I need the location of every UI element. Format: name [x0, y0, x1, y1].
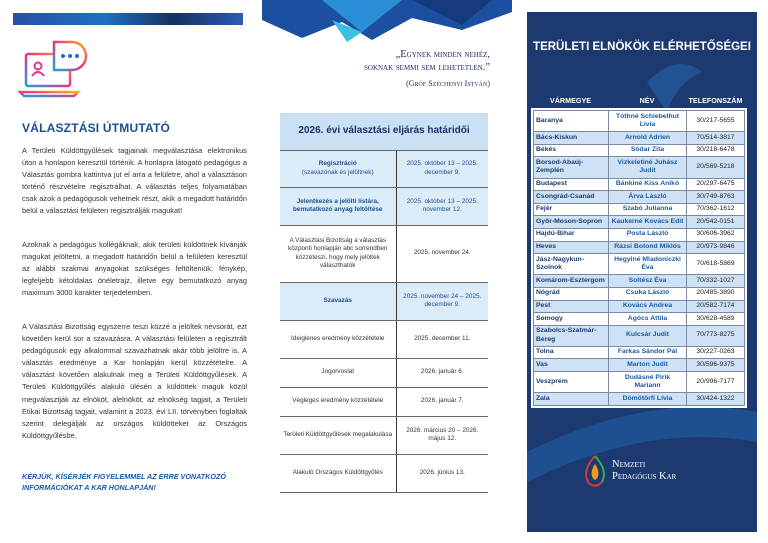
table-row: [280, 454, 488, 492]
name-cell: Soltész Éva: [609, 275, 687, 288]
event-label: A Választási Bizottság a választás központi honlapján abc sorrendben közzéteszi, hogy mely jelöltek választhatók: [288, 236, 388, 269]
quote: [364, 48, 490, 74]
column-header: NÉV: [639, 96, 655, 105]
call-to-action: KÉRJÜK, KÍSÉRJÉK FIGYELEMMEL AZ ERRE VONATKOZÓ INFORMÁCIÓKAT A KAR HONLAPJÁN!: [22, 472, 226, 492]
name-cell: Agócs Attila: [609, 313, 687, 326]
event-label: Alakuló Országos Küldöttgyűlés: [292, 468, 383, 476]
date-cell: 2026. június 13.: [396, 454, 488, 492]
county-cell: Budapest: [534, 178, 609, 191]
phone-cell: 20/542-0151: [687, 216, 745, 229]
name-cell: Sódar Zita: [609, 144, 687, 157]
event-label: Ideiglenes eredmény közzététele: [291, 334, 385, 342]
middle-panel: [262, 0, 512, 543]
phone-cell: 20/582-7174: [687, 300, 745, 313]
table-row: [534, 241, 745, 254]
table-row: [534, 111, 745, 132]
event-label: Regisztráció: [318, 160, 357, 168]
table-row: [534, 254, 745, 275]
name-cell: Kaukerné Kovács Edit: [609, 216, 687, 229]
table-row: [280, 320, 488, 358]
phone-cell: 20/297-6475: [687, 178, 745, 191]
name-cell: Dömötörfi Lívia: [609, 393, 687, 406]
table-row: [534, 300, 745, 313]
quote-author: (Gróf Széchenyi István): [406, 79, 490, 88]
table-header: [533, 96, 745, 105]
table-row: [534, 359, 745, 372]
phone-cell: 30/424-1322: [687, 393, 745, 406]
table-row: [534, 346, 745, 359]
phone-cell: 30/749-8763: [687, 191, 745, 204]
date-cell: 2025. november 24.: [396, 225, 488, 282]
date-cell: 2026. január 6.: [396, 358, 488, 387]
event-label: Szavazás: [323, 296, 352, 304]
table-row: [280, 225, 488, 282]
laptop-chat-icon: [18, 38, 90, 102]
table-row: [534, 313, 745, 326]
event-label: Végleges eredmény közzététele: [292, 397, 384, 405]
table-row: [280, 358, 488, 387]
name-cell: Szabó Julianna: [609, 203, 687, 216]
event-label: Jelentkezés a jelölti listára, bemutatkozó anyag feltöltése: [293, 197, 383, 213]
date-cell: 2025. október 13 – 2025. november 12.: [396, 187, 488, 225]
table-row: [280, 282, 488, 320]
table-row: [534, 228, 745, 241]
phone-cell: 30/628-4589: [687, 313, 745, 326]
name-cell: Hegyiné Mladoniczki Éva: [609, 254, 687, 275]
county-cell: Fejér: [534, 203, 609, 216]
event-label: Jogorvoslat: [321, 368, 355, 376]
phone-cell: 70/618-5869: [687, 254, 745, 275]
event-cell: [280, 416, 396, 454]
column-header: VÁRMEGYE: [549, 96, 592, 105]
county-cell: Győr-Moson-Sopron: [534, 216, 609, 229]
table-row: [534, 372, 745, 393]
county-cell: Szabolcs-Szatmár-Bereg: [534, 325, 609, 346]
table-row: [534, 216, 745, 229]
phone-cell: 70/362-1612: [687, 203, 745, 216]
phone-cell: 20/973-9846: [687, 241, 745, 254]
logo: [582, 454, 676, 488]
county-cell: Békés: [534, 144, 609, 157]
county-cell: Bács-Kiskun: [534, 132, 609, 145]
table-row: [534, 393, 745, 406]
deadlines-table: [280, 113, 488, 493]
table-row: [534, 275, 745, 288]
phone-cell: 30/217-5655: [687, 111, 745, 132]
paragraph: A Területi Küldöttgyűlések tagjainak megválasztása elektronikus úton a honlapon keresztül történik. A honlapra látogató pedagógus a Választás gombra kattintva jut el arra a felületre, ahol a választáson történő részvételre regisztrálhat. A választás teljes folyamatában csak azok a pedagógusok vehetnek részt, akik a megadott határidőn belül a választási felületen regisztrálják magukat!: [22, 146, 247, 216]
event-cell: [280, 150, 396, 187]
table-row: [534, 325, 745, 346]
county-cell: Pest: [534, 300, 609, 313]
logo-text: Pedagógus Kar: [612, 471, 677, 482]
name-cell: Bánkiné Kiss Anikó: [609, 178, 687, 191]
phone-cell: 20/569-5218: [687, 157, 745, 178]
name-cell: Posta László: [609, 228, 687, 241]
name-cell: Arnold Adrien: [609, 132, 687, 145]
contacts-title: TERÜLETI ELNÖKÖK ELÉRHETŐSÉGEI: [533, 41, 751, 53]
table-row: [280, 150, 488, 187]
phone-cell: 20/996-7177: [687, 372, 745, 393]
table-row: [534, 203, 745, 216]
table-row: [534, 132, 745, 145]
quote-line: soknak semmi sem lehetetlen.”: [364, 62, 490, 73]
table-row: [534, 287, 745, 300]
right-panel: [527, 12, 757, 532]
county-cell: Komárom-Esztergom: [534, 275, 609, 288]
event-cell: [280, 358, 396, 387]
event-label: Területi Küldöttgyűlések megalakulása: [283, 430, 393, 438]
paragraph: Azoknak a pedagógus kollégáknak, akik területi küldöttnek kívánják magukat jelöltetni, a megadott határidőn belül a felületen keresztül az alábbi szakmai anyagokat szükséges feltölteniük: fénykép, legfeljebb kétoldalas önéletrajz, illetve egy bemutatkozó anyag maximum 3000 karakter terjedelemben.: [22, 240, 247, 298]
county-cell: Vas: [534, 359, 609, 372]
left-panel: [0, 0, 258, 543]
table-row: [534, 178, 745, 191]
event-cell: [280, 282, 396, 320]
date-cell: 2025. december 11.: [396, 320, 488, 358]
county-cell: Somogy: [534, 313, 609, 326]
phone-cell: 70/773-8275: [687, 325, 745, 346]
event-cell: [280, 387, 396, 416]
table-row: [280, 187, 488, 225]
name-cell: Árva László: [609, 191, 687, 204]
phone-cell: 30/218-6478: [687, 144, 745, 157]
table-row: [534, 157, 745, 178]
phone-cell: 70/514-3817: [687, 132, 745, 145]
event-cell: [280, 320, 396, 358]
phone-cell: 30/606-3962: [687, 228, 745, 241]
logo-text: Nemzeti: [612, 459, 646, 470]
event-cell: [280, 225, 396, 282]
column-header: TELEFONSZÁM: [688, 96, 743, 105]
phone-cell: 30/596-9375: [687, 359, 745, 372]
flame-logo-icon: [582, 454, 608, 488]
phone-cell: 70/332-1027: [687, 275, 745, 288]
county-cell: Hajdú-Bihar: [534, 228, 609, 241]
table-row: [280, 387, 488, 416]
county-cell: Heves: [534, 241, 609, 254]
name-cell: Dudásné Pirik Mariann: [609, 372, 687, 393]
county-cell: Veszprém: [534, 372, 609, 393]
name-cell: Farkas Sándor Pál: [609, 346, 687, 359]
county-cell: Nógrád: [534, 287, 609, 300]
name-cell: Kovács Andrea: [609, 300, 687, 313]
guide-heading: VÁLASZTÁSI ÚTMUTATÓ: [22, 121, 171, 135]
county-cell: Zala: [534, 393, 609, 406]
name-cell: Tóthné Schiebelhut Lívia: [609, 111, 687, 132]
date-cell: 2026. március 20 – 2026. május 12.: [396, 416, 488, 454]
contacts-table: [533, 110, 745, 406]
county-cell: Jász-Nagykun-Szolnok: [534, 254, 609, 275]
event-cell: [280, 187, 396, 225]
date-cell: 2025. október 13 – 2025. december 9.: [396, 150, 488, 187]
name-cell: Kulcsár Judit: [609, 325, 687, 346]
quote-line: „Egynek minden nehéz,: [395, 49, 490, 60]
table-row: [534, 144, 745, 157]
table-row: [280, 416, 488, 454]
county-cell: Csongrád-Csanád: [534, 191, 609, 204]
county-cell: Tolna: [534, 346, 609, 359]
name-cell: Marton Judit: [609, 359, 687, 372]
table-title: 2026. évi választási eljárás határidői: [280, 113, 488, 150]
paragraph: A Választási Bizottság egyszerre teszi közzé a jelöltek névsorát, ezt követően kerül sor a szavazásra. A választási felületen a regisztrált pedagógusok egy alkalommal szavazhatnak akár több jelöltre is. A választás eredménye a Kar honlapján kerül közzétételre. A választást követően alakulnak meg a Területi Küldöttgyűlések. A Területi Küldöttgyűlés alakuló ülésén a küldöttek maguk közül megválasztják az elnököt, alelnököt, az elnökség tagjait, a Területi Etikai Bizottság tagjait, valamint a 2023. évi LII. törvényben foglaltak szerint delegálják az országos küldötteket az Országos Küldöttgyűlésbe.: [22, 322, 247, 440]
date-cell: 2025. november 24 – 2025. december 9.: [396, 282, 488, 320]
decorative-polygons: [262, 0, 512, 45]
name-cell: Csuka László: [609, 287, 687, 300]
event-cell: [280, 454, 396, 492]
phone-cell: 30/227-0263: [687, 346, 745, 359]
county-cell: Baranya: [534, 111, 609, 132]
phone-cell: 20/485-3890: [687, 287, 745, 300]
county-cell: Borsod-Abaúj-Zemplén: [534, 157, 609, 178]
name-cell: Rázsi Botond Miklós: [609, 241, 687, 254]
decorative-banner: [13, 13, 243, 25]
table-row: [534, 191, 745, 204]
date-cell: 2026. január 7.: [396, 387, 488, 416]
event-sublabel: (szavazónak és jelöltnek): [301, 168, 374, 176]
name-cell: Vizkeletiné Juhász Judit: [609, 157, 687, 178]
